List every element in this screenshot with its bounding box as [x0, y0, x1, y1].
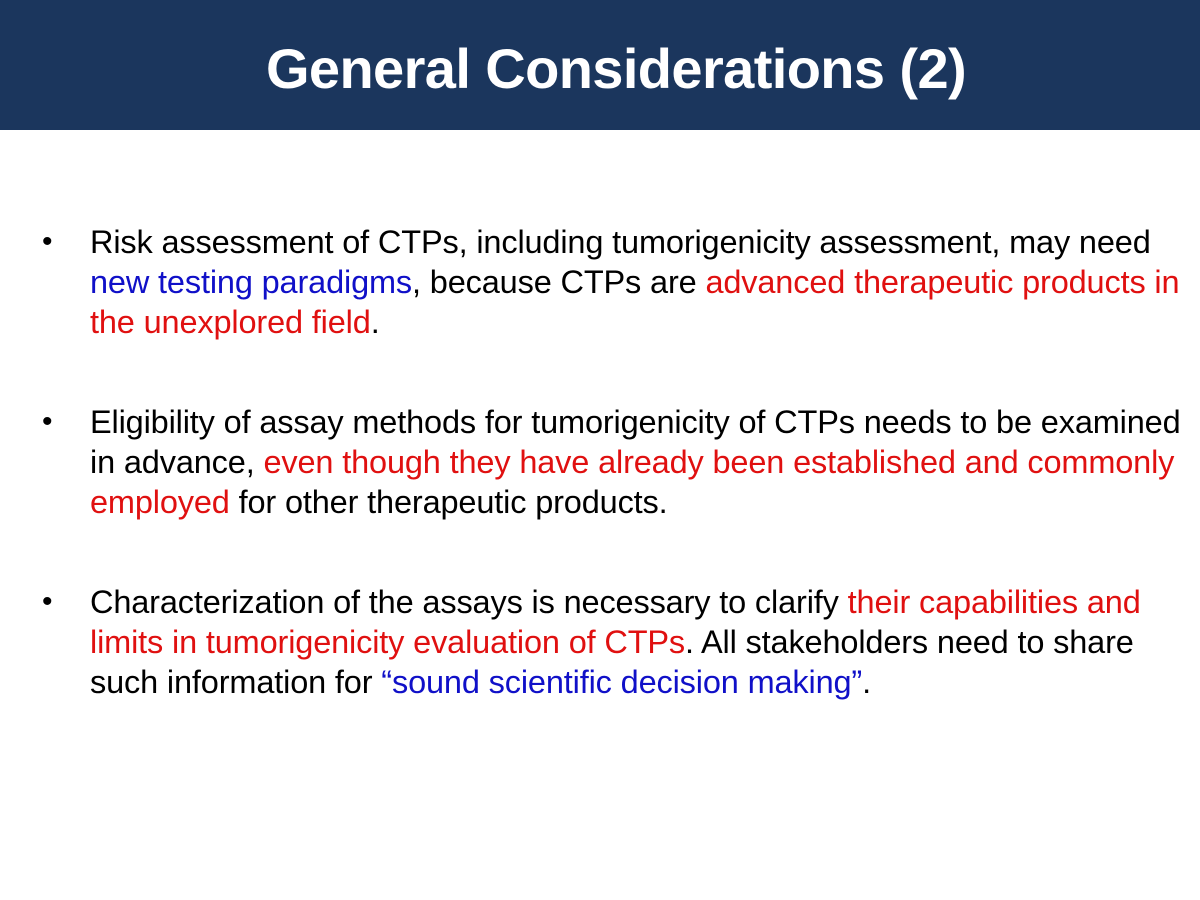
bullet-text: Risk assessment of CTPs, including tumorigenicity assessment, may need	[90, 224, 1151, 260]
highlight-advanced-products: advanced therapeutic products in the unexplored field	[90, 264, 1180, 340]
bullet-text: for other therapeutic products.	[229, 484, 668, 520]
bullet-item-risk-assessment	[42, 222, 1192, 342]
bullet-text: , because CTPs are	[412, 264, 706, 300]
slide-title: General Considerations (2)	[265, 37, 967, 100]
bullet-text: Characterization of the assays is necessary to clarify	[90, 584, 848, 620]
highlight-already-established: even though they have already been established and commonly employed	[90, 444, 1175, 520]
bullet-text: .	[370, 304, 380, 340]
bullet-icon: •	[42, 585, 53, 618]
bullet-text: .	[862, 664, 872, 700]
highlight-capabilities-limits: their capabilities and limits in tumorigenicity evaluation of CTPs	[90, 584, 1141, 660]
bullet-text: Eligibility of assay methods for tumorigenicity of CTPs needs to be examined in advance,	[90, 404, 1181, 480]
bullet-item-eligibility	[42, 402, 1192, 522]
highlight-sound-decision-making: “sound scientific decision making”	[381, 664, 863, 700]
bullet-icon: •	[42, 225, 53, 258]
bullet-list	[42, 222, 1192, 702]
bullet-icon: •	[42, 405, 53, 438]
bullet-text: . All stakeholders need to share such information for	[90, 624, 1134, 700]
bullet-item-characterization	[42, 582, 1192, 702]
highlight-new-testing-paradigms: new testing paradigms	[90, 264, 413, 300]
